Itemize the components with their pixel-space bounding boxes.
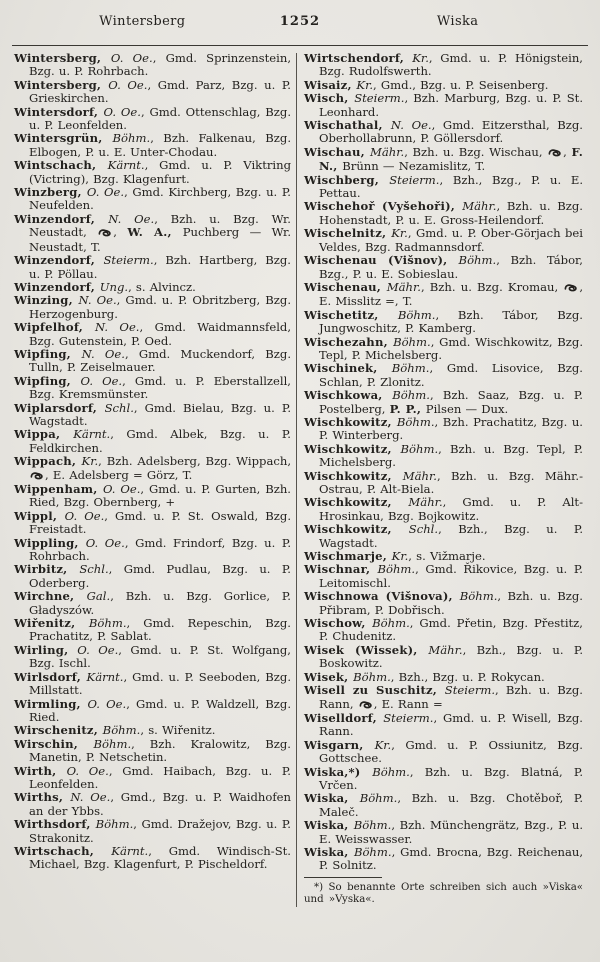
entry-segment: Wirtschach, [14,843,112,858]
posthorn-icon [564,282,578,295]
gazetteer-entry [304,174,583,201]
gazetteer-entry [304,79,583,92]
entry-segment: , Gmd. Eitzersthal, Bzg. Oberhollabrunn, P. Göllersdorf. [319,118,583,146]
entry-segment: Böhm. [377,562,416,577]
entry-segment: , Gmd. u. P. Gurten, Bzh. Ried, Bzg. Obernberg, + [29,482,291,510]
gazetteer-entry [14,590,291,617]
entry-segment: , Gmd. u. P. Wisell, Bzg. Rann. [319,710,583,739]
entry-segment: Kr. [391,226,408,241]
entry-segment: , E. Misslitz =, T. [319,279,583,309]
entry-segment: Wischathal, [304,118,391,133]
entry-segment: Wisgarn, [304,737,375,752]
footnote-block [304,877,583,907]
entry-segment: Schl. [79,562,109,577]
posthorn-icon [98,227,112,240]
entry-segment: Wischkowitz, [304,468,403,483]
gazetteer-entry [14,281,291,294]
gazetteer-entry [304,766,583,793]
entry-segment: Wisaiz, [304,77,357,92]
entry-segment: , Gmd., Bzg. u. P. Seisenberg. [373,77,549,92]
entry-segment: , Bzh. Falkenau, Bzg. Elbogen, P. u. E. Unter-Chodau. [29,131,292,159]
entry-segment: O. Oe. [103,104,141,119]
entry-segment: Wiplarsdorf, [14,400,105,415]
entry-segment: Wischkowitz, [304,495,409,510]
entry-segment: P. P., [389,401,426,416]
entry-segment: Böhm. [102,723,141,738]
gazetteer-entry [14,617,291,644]
entry-segment: , Bzh. Münchengrätz, Bzg., P. u. E. Weisswasser. [319,818,584,846]
entry-segment: , Gmd. Windisch-St. Michael, Bzg. Klagenfurt, P. Pischeldorf. [29,843,291,872]
entry-segment: , Gmd. Pudlau, Bzg. u. P. Oderberg. [29,562,291,590]
entry-segment: Steierm. [383,710,434,725]
entry-segment: Wippl, [14,508,65,523]
gazetteer-entry [14,52,291,79]
entry-segment: N. Oe. [94,320,140,335]
entry-segment: , Gmd. Albek, Bzg. u. P. Feldkirchen. [29,427,291,455]
entry-segment: Wintersgrün, [14,131,113,146]
entry-segment: Wiřenitz, [14,616,89,631]
entry-segment: , Bzh. u. Bzg. Hohenstadt, P. u. E. Gross-Heilendorf. [319,199,583,227]
entry-segment: , Gmd. Sprinzenstein, Bzg. u. P. Rohrbach. [29,51,292,79]
entry-segment: Kr. [356,77,374,92]
gazetteer-entry [14,724,291,737]
entry-segment: , Gmd. u. P. St. Oswald, Bzg. Freistadt. [29,508,291,537]
entry-segment: N. Oe. [390,118,432,133]
entry-segment: Wirmling, [14,696,88,711]
entry-segment: Ung. [99,279,129,294]
gazetteer-entry [304,496,583,523]
entry-segment: Wisek (Wissek), [304,642,429,657]
entry-segment: , Gmd. Brocna, Bzg. Reichenau, P. Solnitz. [319,844,584,873]
entry-segment: O. Oe. [85,535,125,550]
entry-segment: Wisek, [304,669,354,684]
entry-segment: O. Oe. [80,373,123,388]
entry-segment: Puchberg — Wr. Neustadt, T. [29,225,292,254]
entry-segment: , s. Alvincz. [128,279,196,294]
entry-segment: Wischenau (Višnov), [304,253,459,268]
gazetteer-entry [14,428,291,455]
gazetteer-entry [14,845,291,872]
entry-segment: , Bzh. Hartberg, Bzg. u. P. Pöllau. [29,253,291,281]
entry-segment: Böhm. [353,669,391,684]
gazetteer-entry [14,321,291,348]
entry-segment: O. Oe. [86,185,125,200]
gazetteer-entry [304,443,583,470]
entry-segment: , Bzh. u. Bzg. Wischau, [404,144,548,159]
entry-segment: , E. Rann = [373,696,443,711]
entry-segment: W. A., [127,225,183,240]
entry-segment: , Gmd. u. P. Viktring (Victring), Bzg. Klagenfurt. [29,158,291,186]
entry-segment: , Gmd. u. P. Ossiunitz, Bzg. Gottschee. [319,737,583,766]
entry-segment: Kärnt. [73,427,111,442]
entry-segment: Kärnt. [111,843,149,858]
gazetteer-entry [304,416,583,443]
entry-segment: , Bzh. Marburg, Bzg. u. P. St. Leonhard. [319,91,584,119]
posthorn-icon [548,147,562,160]
entry-segment: , Bzh. Tábor, Bzg., P. u. E. Sobieslau. [319,253,583,281]
gazetteer-entry [14,132,291,159]
entry-segment: Mähr. [428,642,463,657]
entry-segment: Wirlsdorf, [14,669,87,684]
gazetteer-entry [304,227,583,254]
entry-segment: Wischehoř (Vyšehoři), [304,199,463,214]
gazetteer-entry [14,483,291,510]
gazetteer-entry [304,617,583,644]
entry-segment: O. Oe. [110,51,153,65]
entry-segment: O. Oe. [66,763,109,778]
left-column [8,52,296,907]
entry-segment: Böhm. [458,253,497,268]
entry-segment: , Gmd. Muckendorf, Bzg. Tulln, P. Zeiselmauer. [29,346,291,375]
gazetteer-entry [304,362,583,389]
entry-segment: Steierm. [389,172,440,187]
entry-segment: Wiska,*) [304,764,373,779]
entry-segment: Wiska, [304,791,360,806]
gazetteer-entry [14,698,291,725]
entry-segment: Winzendorf, [14,279,100,294]
entry-segment: Kr. [412,51,429,65]
entry-segment: Böhm. [88,616,127,631]
gazetteer-entry [14,738,291,765]
entry-segment: Wintersdorf, [14,104,104,119]
footnote-text: *) So benannte Orte schreiben sich auch »Viska« und »Vyska«. [304,881,583,906]
entry-segment: Mähr. [370,144,405,159]
gazetteer-entry [14,348,291,375]
entry-segment: , Bzh. Adelsberg, Bzg. Wippach, [98,454,292,469]
entry-segment: , [113,225,128,240]
entry-segment: Kr. [391,549,409,564]
entry-segment: , Bzh., Bzg. u. P. Boskowitz. [319,642,583,671]
entry-segment: , Bzh. Tábor, Bzg. Jungwoschitz, P. Kamberg. [319,307,583,336]
entry-segment: , Gmd. u. P. Ober-Görjach bei Veldes, Bzg. Radmannsdorf. [319,226,584,254]
gazetteer-entry [14,294,291,321]
entry-segment: , Gmd. u. P. Eberstallzell, Bzg. Kremsmünster. [29,373,291,402]
entry-segment: Böhm. [396,414,435,429]
gazetteer-entry [304,712,583,739]
gazetteer-entry [14,402,291,429]
entry-segment: , Bzh. u. Bzg. Blatná, P. Vrčen. [319,764,584,792]
entry-segment: Wischetitz, [304,307,398,322]
entry-segment: Wischelnitz, [304,226,392,241]
gazetteer-entry [14,563,291,590]
gazetteer-entry [304,389,583,416]
entry-segment: Wiska, [304,818,354,833]
entry-segment: Wischezahn, [304,334,394,349]
entry-segment: , Gmd. Bielau, Bzg. u. P. Wagstadt. [29,400,292,428]
entry-segment: , Gmd. Repeschin, Bzg. Prachatitz, P. Sablat. [29,616,291,644]
entry-segment: Wirschin, [14,736,94,751]
gazetteer-entry [14,537,291,564]
entry-segment: Brünn — Nezamislitz, T. [342,159,486,174]
gazetteer-entry [14,254,291,281]
entry-segment: Böhm. [93,736,132,751]
entry-segment: Wintersberg, [14,77,109,92]
gazetteer-entry [304,846,583,873]
entry-segment: , Bzh. u. Bzg. Tepl, P. Michelsberg. [319,441,583,470]
entry-segment: Mähr. [386,279,421,294]
entry-segment: , Gmd. u. P. Waldzell, Bzg. Ried. [29,696,292,724]
right-column [297,52,585,907]
gazetteer-entry [304,792,583,819]
entry-segment: F. N., [319,144,583,174]
entry-segment: Wirthsdorf, [14,817,96,832]
gazetteer-entry [304,523,583,550]
gazetteer-entry [14,213,291,254]
entry-segment: Böhm. [372,764,410,779]
entry-segment: Wischenau, [304,279,387,294]
entry-segment: O. Oe. [108,77,148,92]
entry-segment: Böhm. [372,616,410,631]
gazetteer-entry [304,254,583,281]
entry-segment: Wirbitz, [14,562,80,577]
posthorn-icon [359,699,373,712]
entry-segment: Wirling, [14,642,78,657]
entry-segment: Steierm. [354,91,405,106]
entry-segment: Winzing, [14,293,79,308]
entry-segment: , Bzh., Bzg. u. P. Wagstadt. [319,522,584,550]
gazetteer-entry [14,79,291,106]
gazetteer-entry [304,590,583,617]
gazetteer-entry [304,309,583,336]
gazetteer-entry [14,159,291,186]
gazetteer-entry [304,739,583,766]
entry-segment: Steierm. [103,253,154,268]
running-head-right: Wiska [436,14,479,29]
entry-segment: , Gmd. Parz, Bzg. u. P. Grieskirchen. [29,77,291,106]
entry-segment: , Bzh. u. Bzg. Přibram, P. Dobřisch. [319,589,583,617]
entry-segment: , Gmd., Bzg. u. P. Waidhofen an der Ybbs. [29,790,291,818]
gazetteer-entry [304,550,583,563]
gazetteer-entry [304,684,583,712]
gazetteer-entry [304,146,583,174]
entry-segment: , [563,144,572,159]
gazetteer-entry [304,644,583,671]
entry-segment: Kr. [374,737,392,752]
gazetteer-entry [304,470,583,497]
entry-segment: , Gmd. Lisovice, Bzg. Schlan, P. Zlonitz. [319,361,583,389]
entry-segment: , Gmd. Přetin, Bzg. Přestitz, P. Chudenitz. [319,616,583,644]
gazetteer-entry [304,563,583,590]
entry-segment: Wischkowitz, [304,522,409,537]
entry-segment: Böhm. [392,388,430,403]
entry-segment: Wischmarje, [304,549,392,564]
entry-segment: , Bzh. u. Bzg. Chotěboř, P. Maleč. [319,791,584,819]
entry-segment: Mähr. [408,495,443,510]
entry-segment: Pilsen — Dux. [425,401,509,416]
entry-segment: , Gmd. Frindorf, Bzg. u. P. Rohrbach. [29,535,291,564]
entry-segment: Wischnar, [304,562,378,577]
entry-segment: , Gmd. Dražejov, Bzg. u. P. Strakonitz. [29,817,291,845]
entry-segment: , Gmd. u. P. Obritzberg, Bzg. Herzogenburg. [29,293,292,321]
entry-segment: Wipfing, [14,373,81,388]
text-columns [8,50,592,907]
entry-segment: Wintschach, [14,158,108,173]
gazetteer-entry [14,186,291,213]
entry-segment: Wipfelhof, [14,320,95,335]
entry-segment: Winzberg, [14,185,87,200]
entry-segment: , Bzh. u. Bzg. Wr. Neustadt, [29,211,291,240]
entry-segment: Wischow, [304,616,373,631]
entry-segment: , s. Vižmarje. [408,549,486,564]
entry-segment: Wischau, [304,144,370,159]
entry-segment: , Bzh. Saaz, Bzg. u. P. Postelberg, [319,388,583,416]
entry-segment: Steierm. [444,683,496,698]
entry-segment: O. Oe. [64,508,105,523]
gazetteer-entry [14,455,291,483]
entry-segment: N. Oe. [78,293,117,308]
entry-segment: Wirth, [14,763,67,778]
entry-segment: Wiselldorf, [304,710,384,725]
entry-segment: Wintersberg, [14,51,111,65]
entry-segment: , Gmd. Kirchberg, Bzg. u. P. Neufelden. [29,185,291,213]
entry-segment: O. Oe. [87,696,127,711]
entry-segment: Wiska, [304,844,354,859]
gazetteer-entry [304,52,583,79]
entry-segment: O. Oe. [77,642,119,657]
entry-segment: Böhm. [353,818,392,833]
gazetteer-entry [14,818,291,845]
entry-segment: Winzendorf, [14,211,109,226]
entry-segment: , E. Adelsberg = Görz, T. [45,467,193,482]
entry-segment: Kr. [81,454,99,469]
entry-segment: Wischinek, [304,361,392,376]
entry-segment: Böhm. [353,844,392,859]
entry-segment: , Bzh. u. Bzg. Mähr.-Ostrau, P. Alt-Biela. [319,468,584,496]
entry-segment: Kärnt. [86,669,124,684]
gazetteer-entry [304,819,583,846]
page-header [8,10,592,42]
entry-segment: Böhm. [112,131,151,146]
entry-segment: Böhm. [393,334,431,349]
entry-segment: , s. Wiřenitz. [140,723,216,738]
posthorn-icon [30,470,44,483]
entry-segment: Wischberg, [304,172,390,187]
gazetteer-entry [304,119,583,146]
entry-segment: O. Oe. [102,482,141,496]
entry-segment: Wippling, [14,535,86,550]
entry-segment: , Gmd. Waidmannsfeld, Bzg. Gutenstein, P. Oed. [29,320,292,348]
entry-segment: Wirschenitz, [14,723,103,738]
gazetteer-entry [304,336,583,363]
entry-segment: Wipfing, [14,346,82,361]
entry-segment: Wirths, [14,790,71,805]
entry-segment: Kärnt. [107,158,145,173]
entry-segment: Schl. [408,522,439,537]
entry-segment: , Bzh. Prachatitz, Bzg. u. P. Winterberg. [319,414,583,443]
entry-segment: , Bzh. u. Bzg. Gorlice, P. Gładyszów. [29,589,291,617]
entry-segment: , Bzh. Kralowitz, Bzg. Manetin, P. Netschetin. [29,736,291,765]
entry-segment: Wischkowitz, [304,441,401,456]
header-rule [12,45,588,46]
entry-segment: Wippach, [14,454,82,469]
entry-segment: Wischkowitz, [304,414,397,429]
entry-segment: , Gmd. Haibach, Bzg. u. P. Leonfelden. [29,763,291,791]
gazetteer-entry [14,791,291,818]
entry-segment: Wisell zu Suschitz, [304,683,445,698]
gazetteer-entry [14,375,291,402]
entry-segment: Wippa, [14,427,74,442]
gazetteer-entry [14,106,291,133]
entry-segment: Böhm. [95,817,134,832]
entry-segment: , Gmd. Ottenschlag, Bzg. u. P. Leonfelden. [29,104,292,133]
entry-segment: Böhm. [459,589,498,604]
entry-segment: Wischkowa, [304,388,393,403]
gazetteer-entry [14,765,291,792]
gazetteer-entry [14,671,291,698]
entry-segment: Wirtschendorf, [304,51,413,65]
entry-segment: , Bzh. u. Bzg. Kromau, [420,279,564,294]
entry-segment: N. Oe. [108,211,155,226]
entry-segment: Gal. [86,589,111,604]
gazetteer-entry [304,281,583,309]
entry-segment: , Bzh. u. Bzg. Rann, [319,683,583,711]
entry-segment: Böhm. [359,791,398,806]
entry-segment: Böhm. [400,441,439,456]
running-head-left: Wintersberg [99,14,186,29]
entry-segment: , Gmd. u. P. Alt-Hrosinkau, Bzg. Bojkowitz. [319,495,584,523]
entry-segment: N. Oe. [81,346,125,361]
entry-segment: , Gmd. u. P. St. Wolfgang, Bzg. Ischl. [29,642,291,671]
entry-segment: Wisch, [304,91,355,106]
entry-segment: , Gmd. u. P. Hönigstein, Bzg. Rudolfswerth. [319,51,583,79]
entry-segment: Böhm. [397,307,436,322]
gazetteer-entry [304,92,583,119]
entry-segment: N. Oe. [70,790,111,805]
entry-segment: Mähr. [402,468,437,483]
entry-segment: Mähr. [462,199,497,214]
entry-segment: Wirchne, [14,589,87,604]
gazetteer-entry [14,644,291,671]
entry-segment: , Gmd. Wischkowitz, Bzg. Tepl, P. Michelsberg. [319,334,584,362]
gazetteer-entry [304,200,583,227]
page-number: 1252 [279,14,321,29]
entry-segment: Schl. [104,400,134,415]
entry-segment: Böhm. [391,361,430,376]
gazetteer-entry [14,510,291,537]
entry-segment: , Bzh., Bzg. u. P. Rokycan. [390,669,545,684]
entry-segment: Winzendorf, [14,253,104,268]
entry-segment: , Gmd. Řikovice, Bzg. u. P. Leitomischl. [319,562,583,590]
entry-segment: Wippenham, [14,482,103,496]
entry-segment: , Gmd. u. P. Seeboden, Bzg. Millstatt. [29,669,292,698]
footnote-rule [304,877,382,878]
entry-segment: , Bzh., Bzg., P. u. E. Pettau. [319,172,583,201]
entry-segment: Wischnowa (Višnova), [304,589,460,604]
gazetteer-entry [304,671,583,684]
